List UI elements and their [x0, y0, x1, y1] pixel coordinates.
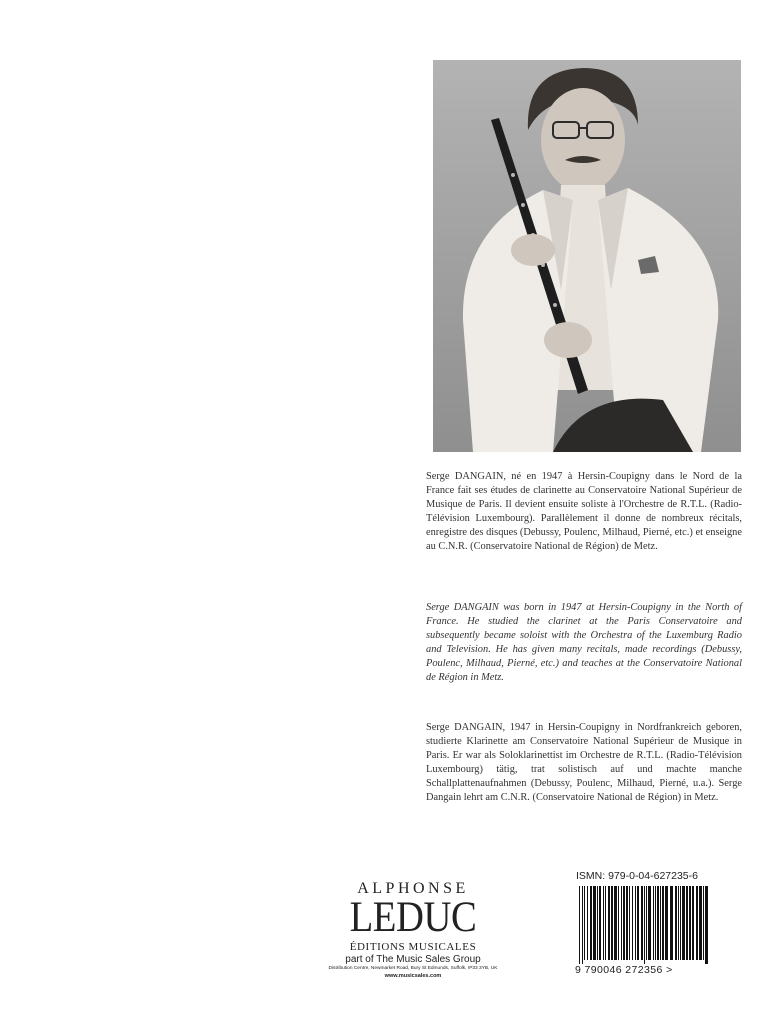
- publisher-group: part of The Music Sales Group: [345, 954, 481, 965]
- publisher-brand: LEDUC: [349, 894, 477, 941]
- publisher-subtitle: ÉDITIONS MUSICALES: [349, 941, 477, 953]
- biography-german: Serge DANGAIN, 1947 in Hersin-Coupigny in Nordfrankreich geboren, studierte Klarinette am Conservatoire National Supérieur de Musique in Paris. Er war als Soloklarinettist im Orchestre de R.T.L. (Radio-Télévision Luxembourg) tätig, trat solistisch auf und machte manche Schallplattenaufnahmen (Debussy, Poulenc, Milhaud, Pierné, u.a.). Serge Dangain lehrt am C.N.R. (Conservatoire National de Région) in Metz.: [426, 722, 742, 803]
- biography-english: Serge DANGAIN was born in 1947 at Hersin-Coupigny in the North of France. He studied the clarinet at the Paris Conservatoire and subsequently became soloist with the Orchestra of the Luxemburg Radio and Television. He has given many recitals, made recordings (Debussy, Poulenc, Milhaud, Pierné, etc.) and teaches at the Conservatoire National de Région in Metz.: [426, 602, 742, 683]
- publisher-address: Distribution Centre, Newmarket Road, Bury St Edmunds, Suffolk, IP33 3YB, UK: [328, 966, 498, 971]
- portrait-photo: [433, 60, 741, 452]
- publisher-website: www.musicsales.com: [384, 973, 442, 979]
- barcode-number: 9 790046 272356 >: [575, 964, 673, 976]
- ismn-label: ISMN: 979-0-04-627235-6: [576, 870, 698, 882]
- biography-french: Serge DANGAIN, né en 1947 à Hersin-Coupigny dans le Nord de la France fait ses études de clarinette au Conservatoire National Supérieur de Musique de Paris. Il devient ensuite soliste à l'Orchestre de R.T.L. (Radio-Télévision Luxembourg). Parallèlement il donne de nombreux récitals, enregistre des disques (Debussy, Poulenc, Milhaud, Pierné, etc.) et enseigne au C.N.R. (Conservatoire National de Région) de Metz.: [426, 471, 742, 552]
- publisher-logo: [318, 880, 508, 980]
- publisher-name: ALPHONSE: [357, 880, 469, 897]
- barcode: [575, 886, 715, 964]
